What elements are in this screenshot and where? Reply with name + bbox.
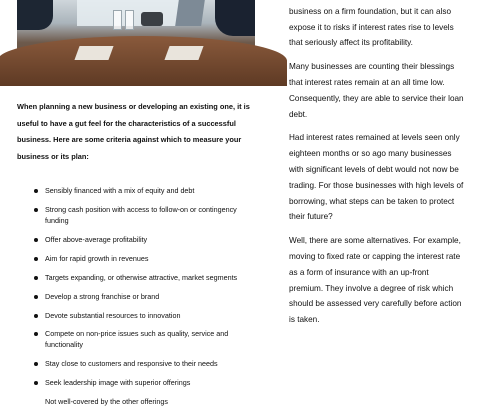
photo-laptop <box>175 0 205 26</box>
paragraph: Many businesses are counting their blessings that interest rates remain at an all time low. Consequently, they are able to service their loan debt. <box>289 62 464 119</box>
photo-glass <box>113 10 122 30</box>
photo-paper <box>74 46 113 60</box>
list-item: Aim for rapid growth in revenues <box>17 254 257 265</box>
list-item: Stay close to customers and responsive to their needs <box>17 359 257 370</box>
photo-paper <box>164 46 203 60</box>
paragraph: Well, there are some alternatives. For example, moving to fixed rate or capping the interest rate as a form of insurance with an up-front premium. They involve a degree of risk which should be assessed very carefully before action is taken. <box>289 236 462 325</box>
photo-glass <box>125 10 134 30</box>
criteria-list <box>17 186 257 407</box>
right-column <box>289 0 464 336</box>
photo-table <box>0 36 287 86</box>
paragraph: business on a firm foundation, but it can also expose it to risks if interest rates rise to levels that seriously affect its profitability. <box>289 6 454 48</box>
list-item: Devote substantial resources to innovation <box>17 311 257 322</box>
photo-person-right <box>215 0 255 36</box>
photo-person-left <box>17 0 53 30</box>
list-item: Not well-covered by the other offerings <box>45 397 168 407</box>
list-item: Sensibly financed with a mix of equity and debt <box>17 186 257 197</box>
list-item: Develop a strong franchise or brand <box>17 292 257 303</box>
intro-text: When planning a new business or developing an existing one, it is useful to have a gut feel for the characteristics of a successful business. Here are some criteria against which to measure your business or its plan: <box>17 102 250 161</box>
list-item: Compete on non-price issues such as quality, service and functionality <box>17 329 257 350</box>
list-item: Targets expanding, or otherwise attractive, market segments <box>17 273 257 284</box>
paragraph: Had interest rates remained at levels seen only eighteen months or so ago many businesses with significant levels of debt would not now be trading. For those businesses with high levels of borrowing, what steps can be taken to protect their future? <box>289 133 464 222</box>
meeting-photo <box>17 0 255 77</box>
list-item: Offer above-average profitability <box>17 235 257 246</box>
list-item: Strong cash position with access to follow-on or contingency funding <box>17 205 257 226</box>
list-item: Seek leadership image with superior offerings <box>17 378 257 389</box>
photo-phone <box>141 12 163 26</box>
